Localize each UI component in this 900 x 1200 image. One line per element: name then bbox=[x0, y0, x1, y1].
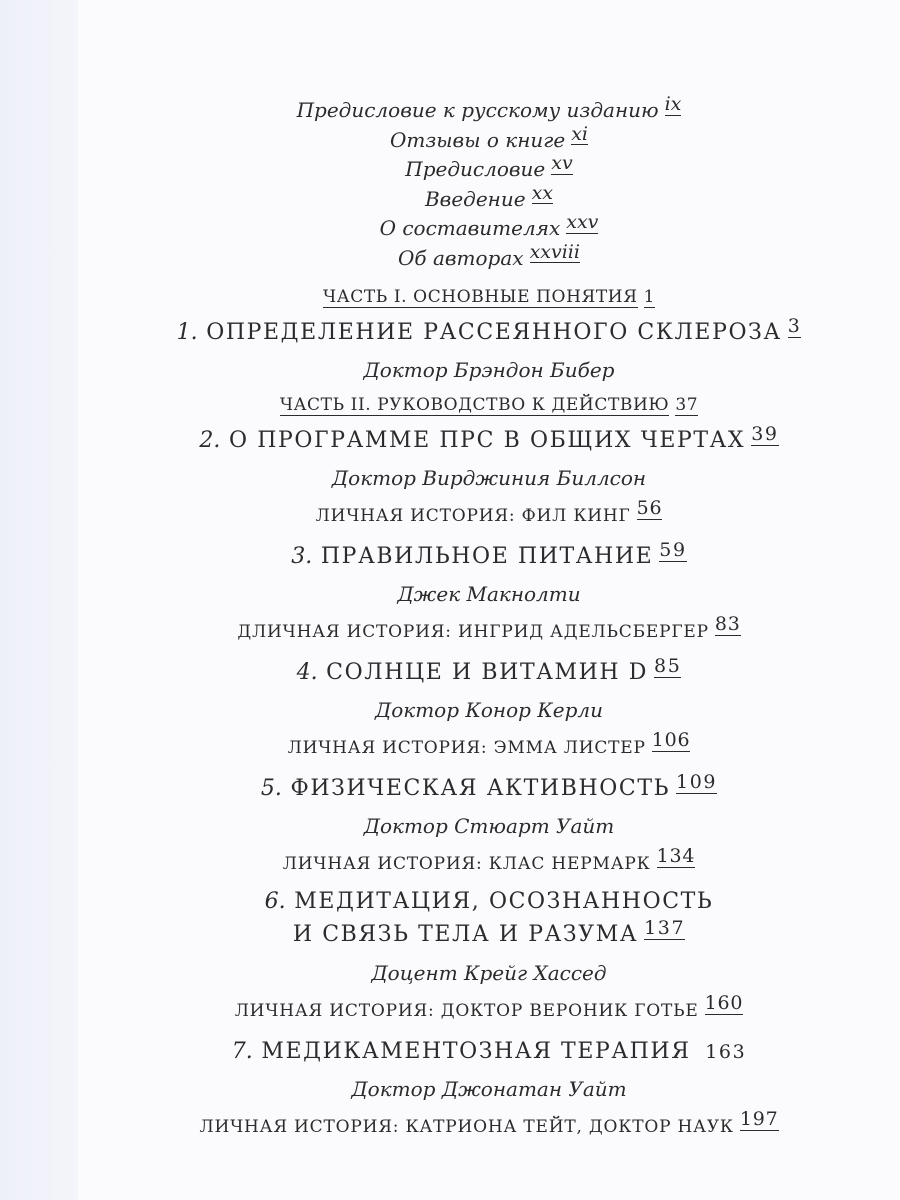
chapter-title: МЕДИКАМЕНТОЗНАЯ ТЕРАПИЯ bbox=[261, 1039, 691, 1064]
toc-entry-editors[interactable] bbox=[78, 211, 900, 244]
toc-personal-story[interactable] bbox=[78, 497, 900, 537]
toc-personal-story[interactable] bbox=[78, 992, 900, 1032]
toc-entry-title: О составителях bbox=[379, 216, 561, 240]
chapter-title-line-2: И СВЯЗЬ ТЕЛА И РАЗУМА bbox=[292, 922, 639, 947]
chapter-author: Доктор Вирджиния Биллсон bbox=[331, 466, 647, 490]
toc-page-number: xxviii bbox=[529, 240, 580, 263]
toc-entry-title: Об авторах bbox=[398, 245, 524, 270]
chapter-title-line-1: МЕДИТАЦИЯ, ОСОЗНАННОСТЬ bbox=[294, 889, 714, 914]
story-title: ЛИЧНАЯ ИСТОРИЯ: КАТРИОНА ТЕЙТ, ДОКТОР НАУК bbox=[199, 1117, 734, 1137]
toc-entry-preface-russian[interactable] bbox=[78, 93, 900, 126]
chapter-title: О ПРОГРАММЕ ПРС В ОБЩИХ ЧЕРТАХ bbox=[229, 428, 746, 453]
toc-chapter-6[interactable] bbox=[78, 885, 900, 918]
toc-page-number: 163 bbox=[705, 1041, 747, 1063]
part-title: ЧАСТЬ I. ОСНОВНЫЕ ПОНЯТИЯ bbox=[323, 287, 638, 307]
toc-page-number: 134 bbox=[656, 845, 696, 867]
chapter-title: СОЛНЦЕ И ВИТАМИН D bbox=[326, 660, 649, 685]
chapter-number: 7. bbox=[231, 1039, 253, 1064]
toc-chapter-5[interactable] bbox=[78, 769, 900, 809]
story-title: ЛИЧНАЯ ИСТОРИЯ: КЛАС НЕРМАРК bbox=[282, 854, 651, 874]
toc-page-number: xv bbox=[551, 152, 573, 174]
chapter-number: 1. bbox=[176, 320, 198, 345]
chapter-number: 6. bbox=[264, 889, 286, 914]
chapter-author: Джек Макнолти bbox=[397, 582, 581, 606]
toc-page-number: 59 bbox=[659, 539, 687, 561]
part-title: ЧАСТЬ II. РУКОВОДСТВО К ДЕЙСТВИЮ bbox=[279, 395, 670, 415]
page-edge bbox=[0, 0, 78, 1200]
chapter-author: Доцент Крейг Хассед bbox=[371, 961, 607, 985]
toc-page-number: xi bbox=[571, 122, 588, 145]
chapter-author: Доктор Брэндон Бибер bbox=[363, 358, 615, 382]
toc-chapter-3[interactable] bbox=[78, 537, 900, 577]
toc-page-number: 160 bbox=[704, 992, 744, 1014]
chapter-number: 5. bbox=[260, 776, 282, 801]
toc-part-1[interactable] bbox=[78, 281, 900, 313]
chapter-author: Доктор Конор Керли bbox=[374, 698, 604, 722]
toc-entry-authors[interactable] bbox=[78, 240, 900, 274]
chapter-number: 2. bbox=[199, 428, 221, 453]
chapter-title: ОПРЕДЕЛЕНИЕ РАССЕЯННОГО СКЛЕРОЗА bbox=[206, 320, 782, 345]
toc-page-number: 137 bbox=[644, 917, 686, 939]
story-title: ДЛИЧНАЯ ИСТОРИЯ: ИНГРИД АДЕЛЬСБЕРГЕР bbox=[237, 622, 709, 642]
toc-entry-title: Введение bbox=[424, 186, 526, 211]
story-title: ЛИЧНАЯ ИСТОРИЯ: ФИЛ КИНГ bbox=[315, 506, 631, 526]
table-of-contents bbox=[78, 93, 900, 1148]
toc-entry-preface[interactable] bbox=[78, 152, 900, 185]
toc-page-number: 83 bbox=[714, 613, 741, 635]
toc-part-2[interactable] bbox=[78, 389, 900, 421]
toc-page-number: 197 bbox=[739, 1108, 779, 1130]
toc-entry-introduction[interactable] bbox=[78, 181, 900, 215]
toc-page-number: 3 bbox=[787, 315, 802, 337]
toc-chapter-7[interactable] bbox=[78, 1032, 900, 1072]
toc-personal-story[interactable] bbox=[78, 729, 900, 769]
toc-page-number: ix bbox=[664, 93, 682, 115]
toc-page-number: 39 bbox=[751, 423, 779, 445]
toc-chapter-6-continued[interactable] bbox=[78, 918, 900, 956]
chapter-number: 4. bbox=[296, 660, 318, 685]
toc-page-number: 106 bbox=[651, 729, 691, 751]
toc-page-number: 85 bbox=[654, 655, 682, 677]
toc-chapter-2[interactable] bbox=[78, 421, 900, 461]
chapter-author: Доктор Джонатан Уайт bbox=[351, 1077, 627, 1101]
toc-entry-title: Предисловие к русскому изданию bbox=[296, 98, 659, 122]
toc-page-number: 1 bbox=[643, 287, 655, 307]
toc-chapter-4[interactable] bbox=[78, 653, 900, 693]
chapter-number: 3. bbox=[291, 544, 313, 569]
toc-chapter-1[interactable] bbox=[78, 313, 900, 353]
toc-page-number: xxv bbox=[566, 211, 599, 233]
toc-page-number: xx bbox=[531, 181, 553, 204]
toc-personal-story[interactable] bbox=[78, 845, 900, 885]
toc-page-number: 109 bbox=[676, 771, 718, 793]
story-title: ЛИЧНАЯ ИСТОРИЯ: ЭММА ЛИСТЕР bbox=[287, 738, 646, 758]
toc-entry-title: Отзывы о книге bbox=[390, 127, 566, 152]
toc-personal-story[interactable] bbox=[78, 1108, 900, 1148]
chapter-author: Доктор Стюарт Уайт bbox=[363, 814, 615, 838]
toc-page-number: 56 bbox=[636, 497, 663, 519]
toc-entry-reviews[interactable] bbox=[78, 122, 900, 156]
chapter-title: ПРАВИЛЬНОЕ ПИТАНИЕ bbox=[320, 544, 654, 569]
chapter-title: ФИЗИЧЕСКАЯ АКТИВНОСТЬ bbox=[290, 776, 671, 801]
toc-personal-story[interactable] bbox=[78, 613, 900, 653]
story-title: ЛИЧНАЯ ИСТОРИЯ: ДОКТОР ВЕРОНИК ГОТЬЕ bbox=[234, 1001, 699, 1021]
toc-page-number: 37 bbox=[675, 395, 699, 415]
toc-entry-title: Предисловие bbox=[405, 157, 546, 181]
